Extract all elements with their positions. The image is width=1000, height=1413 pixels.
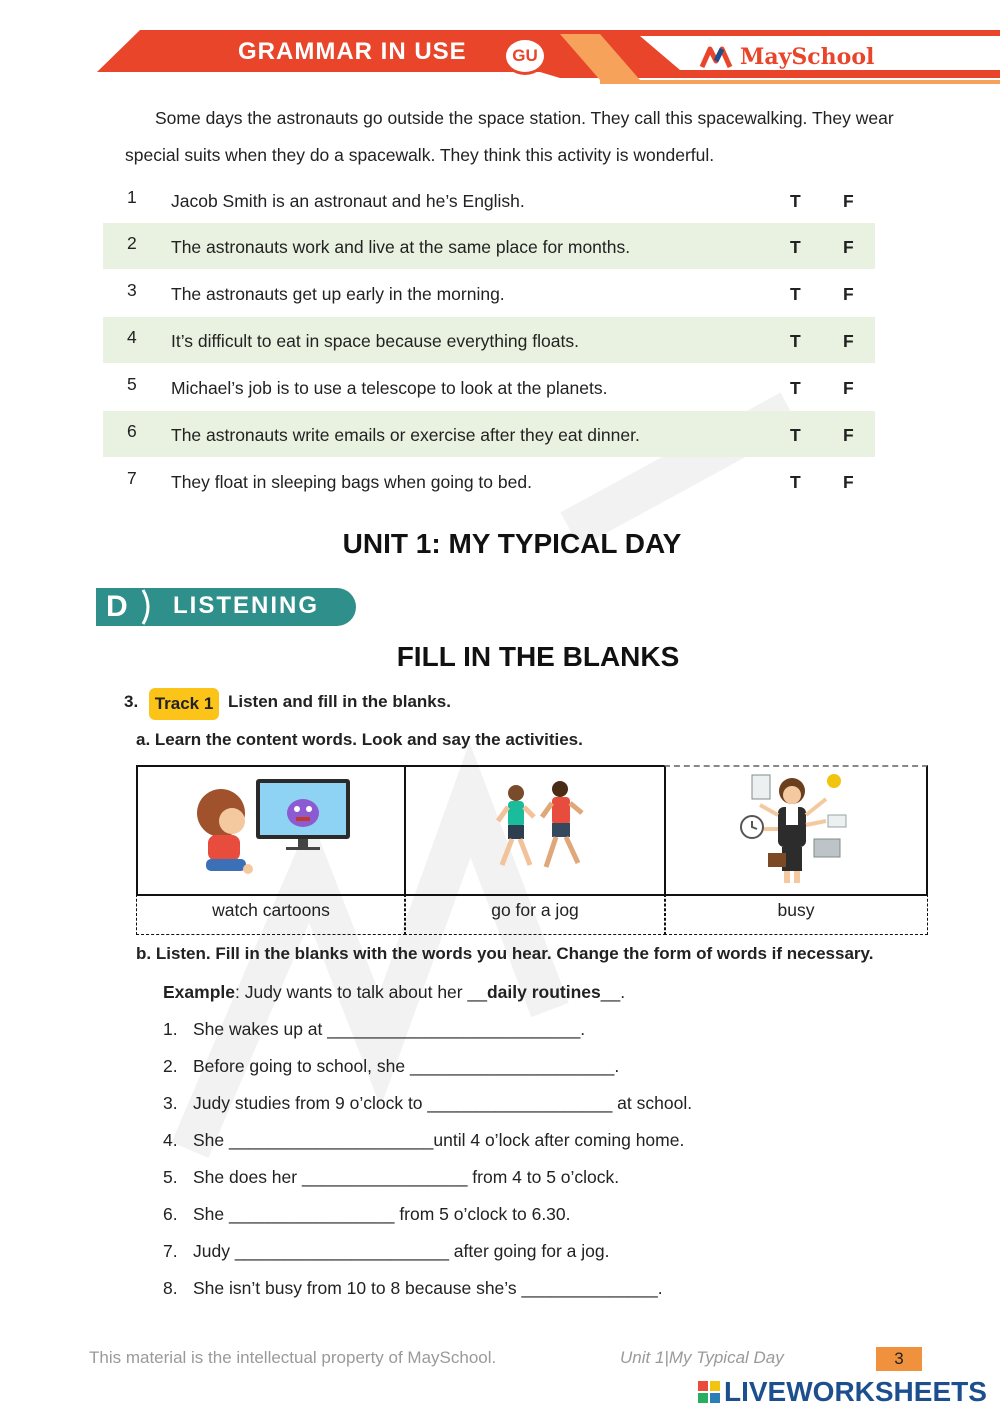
blank-number: 1. (163, 1019, 178, 1039)
question-instruction: Listen and fill in the blanks. (228, 692, 451, 711)
tf-row (103, 411, 875, 457)
tf-statement: The astronauts get up early in the morning. (171, 284, 505, 304)
gu-badge: GU (503, 37, 547, 75)
blank-text: She does her _________________ from 4 to 5 o’clock. (193, 1167, 620, 1187)
blank-number: 6. (163, 1204, 178, 1224)
tf-number: 3 (127, 280, 137, 300)
page-number: 3 (876, 1347, 922, 1371)
false-option[interactable]: F (843, 378, 854, 398)
false-option[interactable]: F (843, 425, 854, 445)
true-option[interactable]: T (790, 425, 801, 445)
unit-title: UNIT 1: MY TYPICAL DAY (342, 528, 682, 559)
track-badge[interactable]: Track 1 (149, 688, 219, 720)
tf-number: 4 (127, 327, 137, 347)
example-before: : Judy wants to talk about her __ (234, 982, 487, 1002)
picture-caption: busy (777, 900, 815, 920)
false-option[interactable]: F (843, 237, 854, 257)
blank-item[interactable] (163, 1241, 609, 1262)
blank-item[interactable] (163, 1167, 619, 1188)
false-option[interactable]: F (843, 191, 854, 211)
tf-row (103, 458, 875, 504)
question-number: 3. (124, 692, 139, 711)
blank-item[interactable] (163, 1093, 692, 1114)
tf-statement: Jacob Smith is an astronaut and he’s English. (171, 191, 525, 211)
busy-businesswoman-icon (734, 769, 864, 889)
example-answer: daily routines (486, 982, 601, 1002)
false-option[interactable]: F (843, 331, 854, 351)
tf-number: 2 (127, 233, 137, 253)
tf-statement: It’s difficult to eat in space because everything floats. (171, 331, 579, 351)
section-name: LISTENING (173, 592, 320, 619)
boy-watching-tv-icon (186, 773, 356, 888)
footer-copyright: This material is the intellectual property of MaySchool. (89, 1348, 497, 1367)
true-option[interactable]: T (790, 378, 801, 398)
tf-statement: Michael’s job is to use a telescope to look at the planets. (171, 378, 608, 398)
blank-number: 7. (163, 1241, 178, 1261)
false-option[interactable]: F (843, 284, 854, 304)
blank-text: Judy studies from 9 o’clock to ___________________ at school. (193, 1093, 693, 1113)
blank-text: She isn’t busy from 10 to 8 because she’s ______________. (193, 1278, 663, 1298)
picture-caption: go for a jog (491, 900, 579, 920)
tf-number: 7 (127, 468, 137, 488)
true-option[interactable]: T (790, 331, 801, 351)
blank-item[interactable] (163, 1019, 585, 1040)
picture-caption: watch cartoons (212, 900, 330, 920)
section-separator-icon (140, 588, 154, 626)
part-a-instruction: a. Learn the content words. Look and say the activities. (136, 730, 583, 749)
tf-row (103, 317, 875, 363)
blank-number: 8. (163, 1278, 178, 1298)
true-option[interactable]: T (790, 237, 801, 257)
tf-number: 1 (127, 187, 137, 207)
example-sentence (163, 982, 625, 1003)
example-after: __. (600, 982, 626, 1002)
true-option[interactable]: T (790, 191, 801, 211)
true-option[interactable]: T (790, 284, 801, 304)
blank-item[interactable] (163, 1278, 663, 1299)
tf-statement: The astronauts write emails or exercise after they eat dinner. (171, 425, 640, 445)
tf-row (103, 364, 875, 410)
tf-row (103, 223, 875, 269)
liveworksheets-logo-icon (698, 1381, 720, 1403)
liveworksheets-logo-text: LIVEWORKSHEETS (724, 1376, 987, 1407)
blank-text: She wakes up at __________________________. (193, 1019, 586, 1039)
blank-text: She _____________________until 4 o’lock after coming home. (193, 1130, 685, 1150)
blank-text: Before going to school, she _____________________. (193, 1056, 620, 1076)
people-jogging-icon (474, 773, 604, 888)
footer-unit: Unit 1|My Typical Day (620, 1348, 784, 1367)
false-option[interactable]: F (843, 472, 854, 492)
blank-number: 3. (163, 1093, 178, 1113)
header-title: GRAMMAR IN USE (238, 38, 467, 65)
tf-statement: They float in sleeping bags when going to bed. (171, 472, 532, 492)
part-b-instruction: b. Listen. Fill in the blanks with the words you hear. Change the form of words if necessary. (136, 944, 874, 963)
blank-item[interactable] (163, 1130, 684, 1151)
tf-number: 5 (127, 374, 137, 394)
blank-item[interactable] (163, 1056, 619, 1077)
blank-text: She _________________ from 5 o’clock to 6.30. (193, 1204, 571, 1224)
blank-number: 2. (163, 1056, 178, 1076)
blank-number: 4. (163, 1130, 178, 1150)
example-label: Example (163, 982, 235, 1002)
section-letter: D (106, 590, 128, 623)
tf-number: 6 (127, 421, 137, 441)
blank-number: 5. (163, 1167, 178, 1187)
blank-text: Judy ______________________ after going for a jog. (193, 1241, 610, 1261)
tf-row (103, 177, 875, 223)
true-option[interactable]: T (790, 472, 801, 492)
tf-statement: The astronauts work and live at the same place for months. (171, 237, 631, 257)
fill-title: FILL IN THE BLANKS (396, 641, 680, 672)
blank-item[interactable] (163, 1204, 571, 1225)
tf-row (103, 270, 875, 316)
mayschool-logo-text: MaySchool (740, 44, 875, 70)
passage-text: Some days the astronauts go outside the space station. They call this spacewalking. They wear special suits when they do a spacewalk. They think this activity is wonderful. (125, 108, 894, 165)
reading-passage (125, 100, 935, 174)
mayschool-logo-icon (700, 45, 736, 69)
